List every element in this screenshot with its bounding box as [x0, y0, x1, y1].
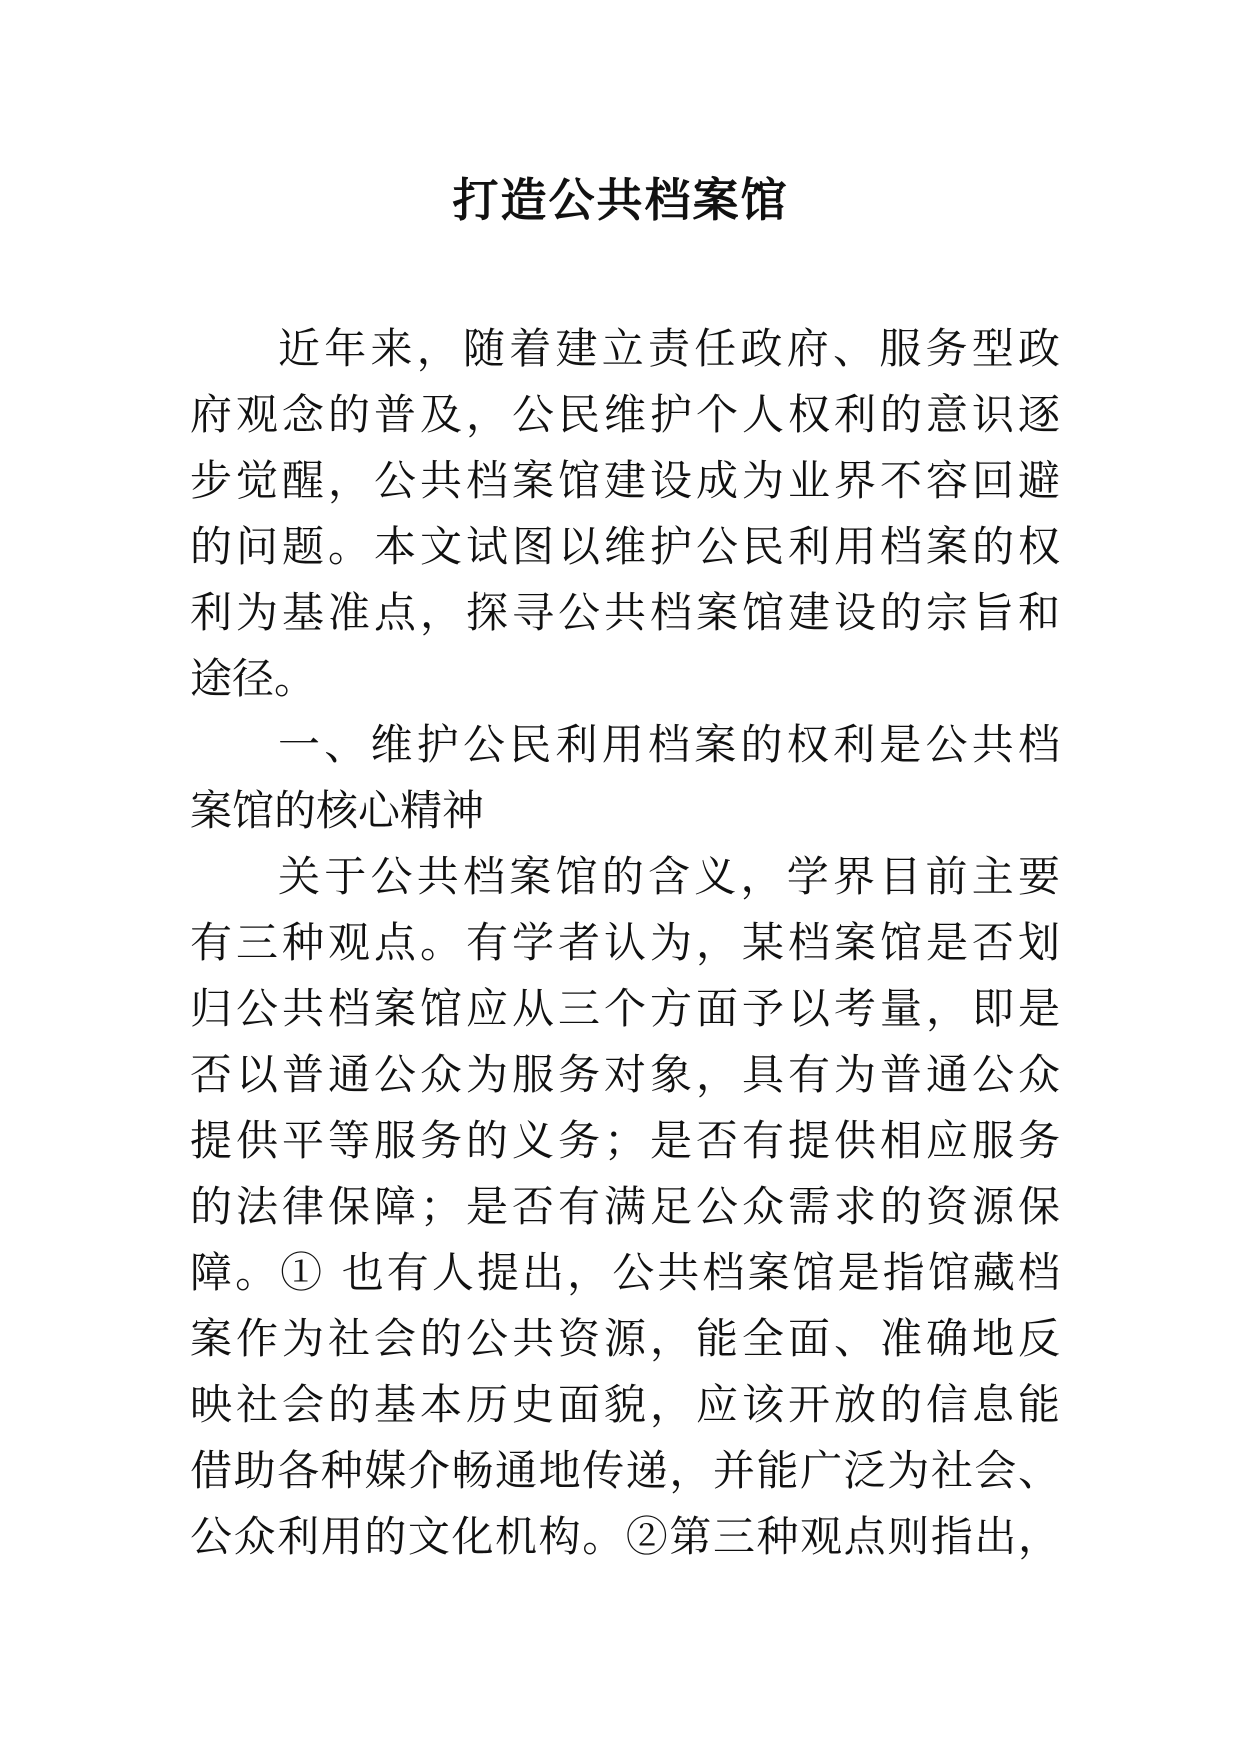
paragraph-2-line-8: 案作为社会的公共资源，能全面、准确地反 — [190, 1314, 1060, 1363]
section-heading-line-1: 一、维护公民利用档案的权利是公共档 — [278, 720, 1060, 769]
paragraph-1-line-6: 途径。 — [190, 654, 317, 703]
paragraph-2-line-9: 映社会的基本历史面貌，应该开放的信息能 — [190, 1380, 1060, 1429]
paragraph-2-line-11: 公众利用的文化机构。②第三种观点则指出， — [190, 1512, 1060, 1561]
document-body — [190, 316, 1060, 1570]
paragraph-2-line-2: 有三种观点。有学者认为，某档案馆是否划 — [190, 918, 1060, 967]
paragraph-2-line-5: 提供平等服务的义务；是否有提供相应服务 — [190, 1116, 1060, 1165]
paragraph-1-line-4: 的问题。本文试图以维护公民利用档案的权 — [190, 522, 1060, 571]
paragraph-2-line-10: 借助各种媒介畅通地传递，并能广泛为社会、 — [190, 1446, 1060, 1495]
paragraph-1-line-2: 府观念的普及，公民维护个人权利的意识逐 — [190, 390, 1060, 439]
paragraph-2-line-3: 归公共档案馆应从三个方面予以考量，即是 — [190, 984, 1060, 1033]
paragraph-2-line-1: 关于公共档案馆的含义，学界目前主要 — [278, 852, 1060, 901]
paragraph-1-line-3: 步觉醒，公共档案馆建设成为业界不容回避 — [190, 456, 1060, 505]
section-heading-line-2: 案馆的核心精神 — [190, 786, 485, 835]
paragraph-1-line-5: 利为基准点，探寻公共档案馆建设的宗旨和 — [190, 588, 1060, 637]
paragraph-2-line-4: 否以普通公众为服务对象，具有为普通公众 — [190, 1050, 1060, 1099]
paragraph-2-line-6: 的法律保障；是否有满足公众需求的资源保 — [190, 1182, 1060, 1231]
paragraph-1-line-1: 近年来，随着建立责任政府、服务型政 — [278, 324, 1060, 373]
document-title: 打造公共档案馆 — [452, 173, 789, 227]
paragraph-2-line-7: 障。① 也有人提出，公共档案馆是指馆藏档 — [190, 1248, 1060, 1297]
